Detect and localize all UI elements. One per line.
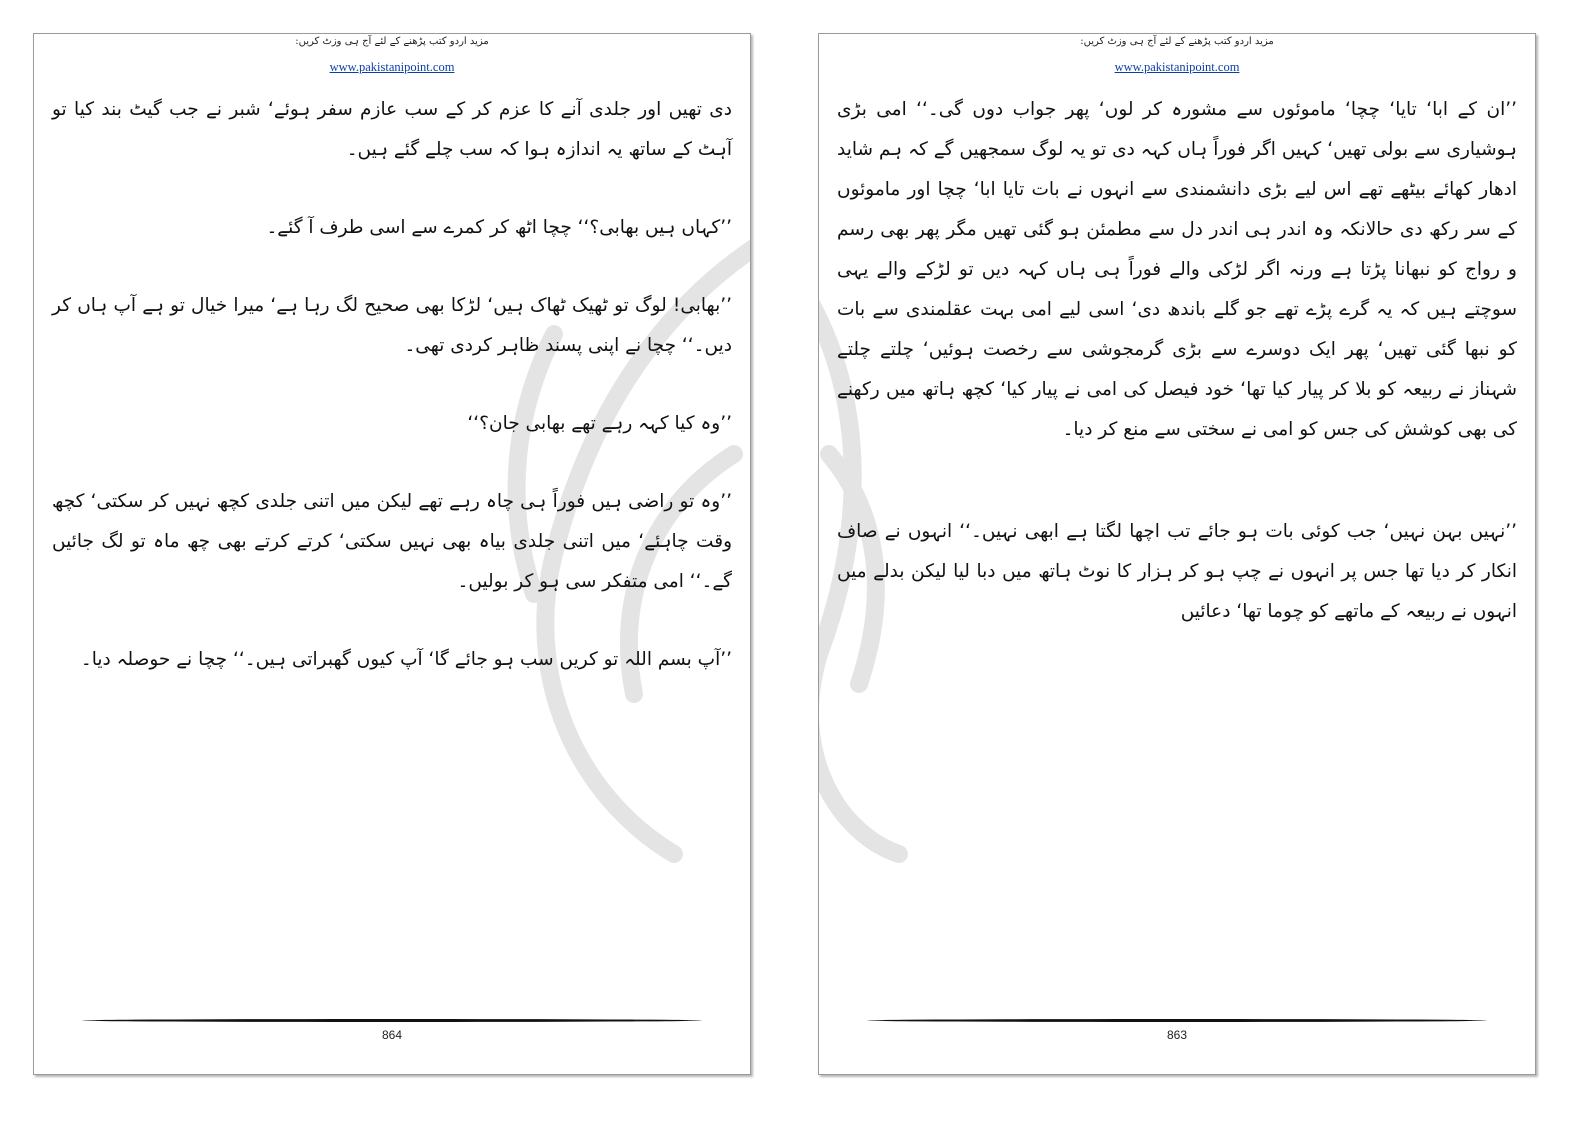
paragraph: ’’وہ کیا کہہ رہے تھے بھابی جان؟‘‘ [467, 413, 732, 434]
paragraph: ’’نہیں بہن نہیں‘ جب کوئی بات ہو جائے تب اچھا لگتا ہے ابھی نہیں۔‘‘ انہوں نے صاف انکار کر دیا تھا جس پر انہوں نے چپ ہو کر ہزار کا نوٹ ہاتھ میں دبا لیا لیکن بدلے میں انہوں نے ربیعہ کے ماتھے کو چوما تھا‘ دعائیں [837, 521, 1517, 622]
page-body [52, 90, 732, 718]
page-body [837, 90, 1517, 694]
page-number: 863 [1166, 1028, 1188, 1042]
page-863 [818, 33, 1536, 1075]
header-url-container [34, 60, 750, 75]
paragraph: دی تھیں اور جلدی آنے کا عزم کر کے سب عازم سفر ہوئے‘ شبر نے جب گیٹ بند کیا تو آہٹ کے ساتھ یہ اندازہ ہوا کہ سب چلے گئے ہیں۔ [52, 99, 732, 160]
paragraph: ’’آپ بسم اللہ تو کریں سب ہو جائے گا‘ آپ کیوں گھبراتی ہیں۔‘‘ چچا نے حوصلہ دیا۔ [80, 649, 732, 670]
page-number: 864 [381, 1028, 403, 1042]
header-note: مزید اردو کتب پڑھنے کے لئے آج ہی وزٹ کریں: [1080, 36, 1274, 47]
header-url-link[interactable]: www.pakistanipoint.com [1114, 60, 1240, 74]
footer-rule [82, 1019, 702, 1022]
footer-rule [867, 1019, 1487, 1022]
header-url-link[interactable]: www.pakistanipoint.com [329, 60, 455, 74]
paragraph: ’’ان کے ابا‘ تایا‘ چچا‘ ماموئوں سے مشورہ کر لوں‘ پھر جواب دوں گی۔‘‘ امی بڑی ہوشیاری سے بولی تھیں‘ کہیں اگر فوراً ہاں کہہ دی تو یہ لوگ سمجھیں گے کہ ہم شاید ادھار کھائے بیٹھے تھے اس لیے بڑی دانشمندی سے انہوں نے بات تایا ابا‘ چچا اور ماموئوں کے سر رکھ دی حالانکہ وہ اندر ہی اندر دل سے مطمئن ہو گئی تھیں مگر پھر بھی رسم و رواج کو نبھانا پڑتا ہے ورنہ اگر لڑکی والے فوراً ہی ہاں کہہ دیں تو لڑکے والے یہی سوچتے ہیں کہ یہ گرے پڑے تھے جو گلے باندھ دی‘ اسی لیے امی بہت عقلمندی سے بات کو نبھا گئی تھیں‘ پھر ایک دوسرے سے بڑی گرمجوشی سے رخصت ہوئیں‘ چلتے چلتے شہناز نے ربیعہ کو بلا کر پیار کیا تھا‘ خود فیصل کی امی نے پیار کیا‘ کچھ ہاتھ میں رکھنے کی بھی کوشش کی جس کو امی نے سختی سے منع کر دیا۔ [837, 99, 1517, 440]
paragraph: ’’وہ تو راضی ہیں فوراً ہی چاہ رہے تھے لیکن میں اتنی جلدی کچھ نہیں کر سکتی‘ کچھ وقت چاہئے‘ میں اتنی جلدی بیاہ بھی نہیں سکتی‘ کرتے کرتے بھی چھ ماہ تو لگ جائیں گے۔‘‘ امی متفکر سی ہو کر بولیں۔ [52, 491, 732, 592]
page-864 [33, 33, 751, 1075]
paragraph: ’’بھابی! لوگ تو ٹھیک ٹھاک ہیں‘ لڑکا بھی صحیح لگ رہا ہے‘ میرا خیال تو ہے آپ ہاں کر دیں۔‘‘ چچا نے اپنی پسند ظاہر کردی تھی۔ [52, 295, 732, 356]
paragraph: ’’کہاں ہیں بھابی؟‘‘ چچا اٹھ کر کمرے سے اسی طرف آ گئے۔ [266, 217, 732, 238]
header-url-container [819, 60, 1535, 75]
header-note: مزید اردو کتب پڑھنے کے لئے آج ہی وزٹ کریں: [295, 36, 489, 47]
